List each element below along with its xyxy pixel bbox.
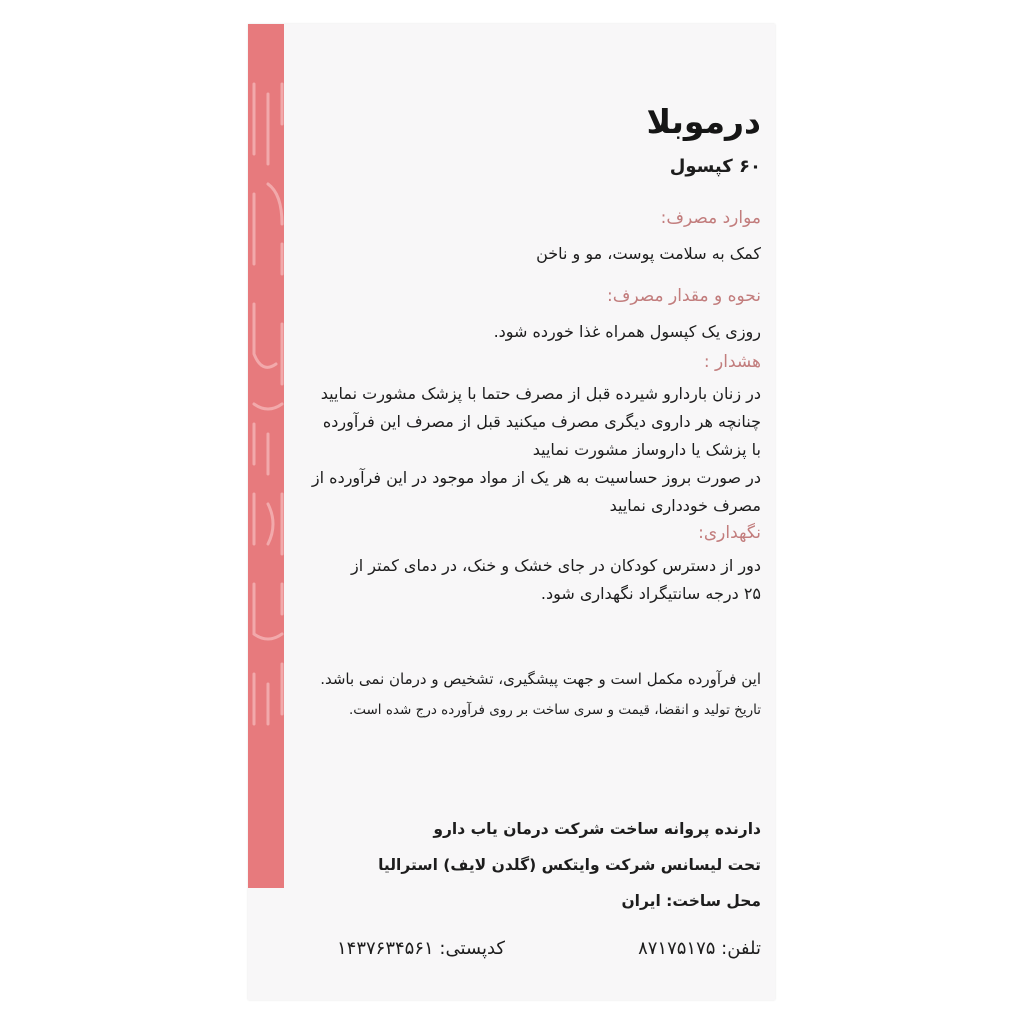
warning-line: مصرف خودداری نمایید xyxy=(609,496,761,515)
usage-text xyxy=(536,240,761,268)
package-panel xyxy=(248,24,775,1000)
postal-code: کدپستی: ۱۴۳۷۶۳۴۵۶۱ xyxy=(337,938,505,959)
storage-line: دور از دسترس کودکان در جای خشک و خنک، در دمای کمتر از xyxy=(351,556,761,575)
printed-info-note: تاریخ تولید و انقضا، قیمت و سری ساخت بر روی فرآورده درج شده است. xyxy=(348,702,761,718)
license-holder: دارنده پروانه ساخت شرکت درمان یاب دارو xyxy=(433,820,761,838)
warning-text xyxy=(312,380,761,520)
origin: محل ساخت: ایران xyxy=(621,892,761,910)
license-info: تحت لیسانس شرکت وایتکس (گلدن لایف) استرالیا xyxy=(378,856,761,874)
warning-line: چنانچه هر داروی دیگری مصرف میکنید قبل از مصرف این فرآورده xyxy=(322,412,761,431)
warning-line: در صورت بروز حساسیت به هر یک از مواد موجود در این فرآورده از xyxy=(311,468,761,487)
dosage-heading: نحوه و مقدار مصرف: xyxy=(607,286,761,306)
stripe-corner xyxy=(284,50,324,90)
dosage-text xyxy=(494,318,761,346)
supplement-note: این فرآورده مکمل است و جهت پیشگیری، تشخیص و درمان نمی باشد. xyxy=(320,670,761,688)
storage-line: ۲۵ درجه سانتیگراد نگهداری شود. xyxy=(540,584,761,603)
decorative-pattern xyxy=(248,24,284,888)
dosage-line: روزی یک کپسول همراه غذا خورده شود. xyxy=(493,322,761,341)
warning-line: در زنان باردارو شیرده قبل از مصرف حتما با پزشک مشورت نمایید xyxy=(320,384,761,403)
decorative-stripe xyxy=(248,24,284,888)
product-name: درموبلا xyxy=(646,102,761,141)
warning-line: با پزشک یا داروساز مشورت نمایید xyxy=(532,440,761,459)
product-quantity: ۶۰ کپسول xyxy=(669,156,761,177)
phone-number: تلفن: ۸۷۱۷۵۱۷۵ xyxy=(638,938,761,959)
usage-line: کمک به سلامت پوست، مو و ناخن xyxy=(536,244,761,263)
storage-heading: نگهداری: xyxy=(698,523,761,543)
storage-text xyxy=(351,552,761,608)
usage-heading: موارد مصرف: xyxy=(660,208,761,228)
warning-heading: هشدار : xyxy=(703,352,761,372)
